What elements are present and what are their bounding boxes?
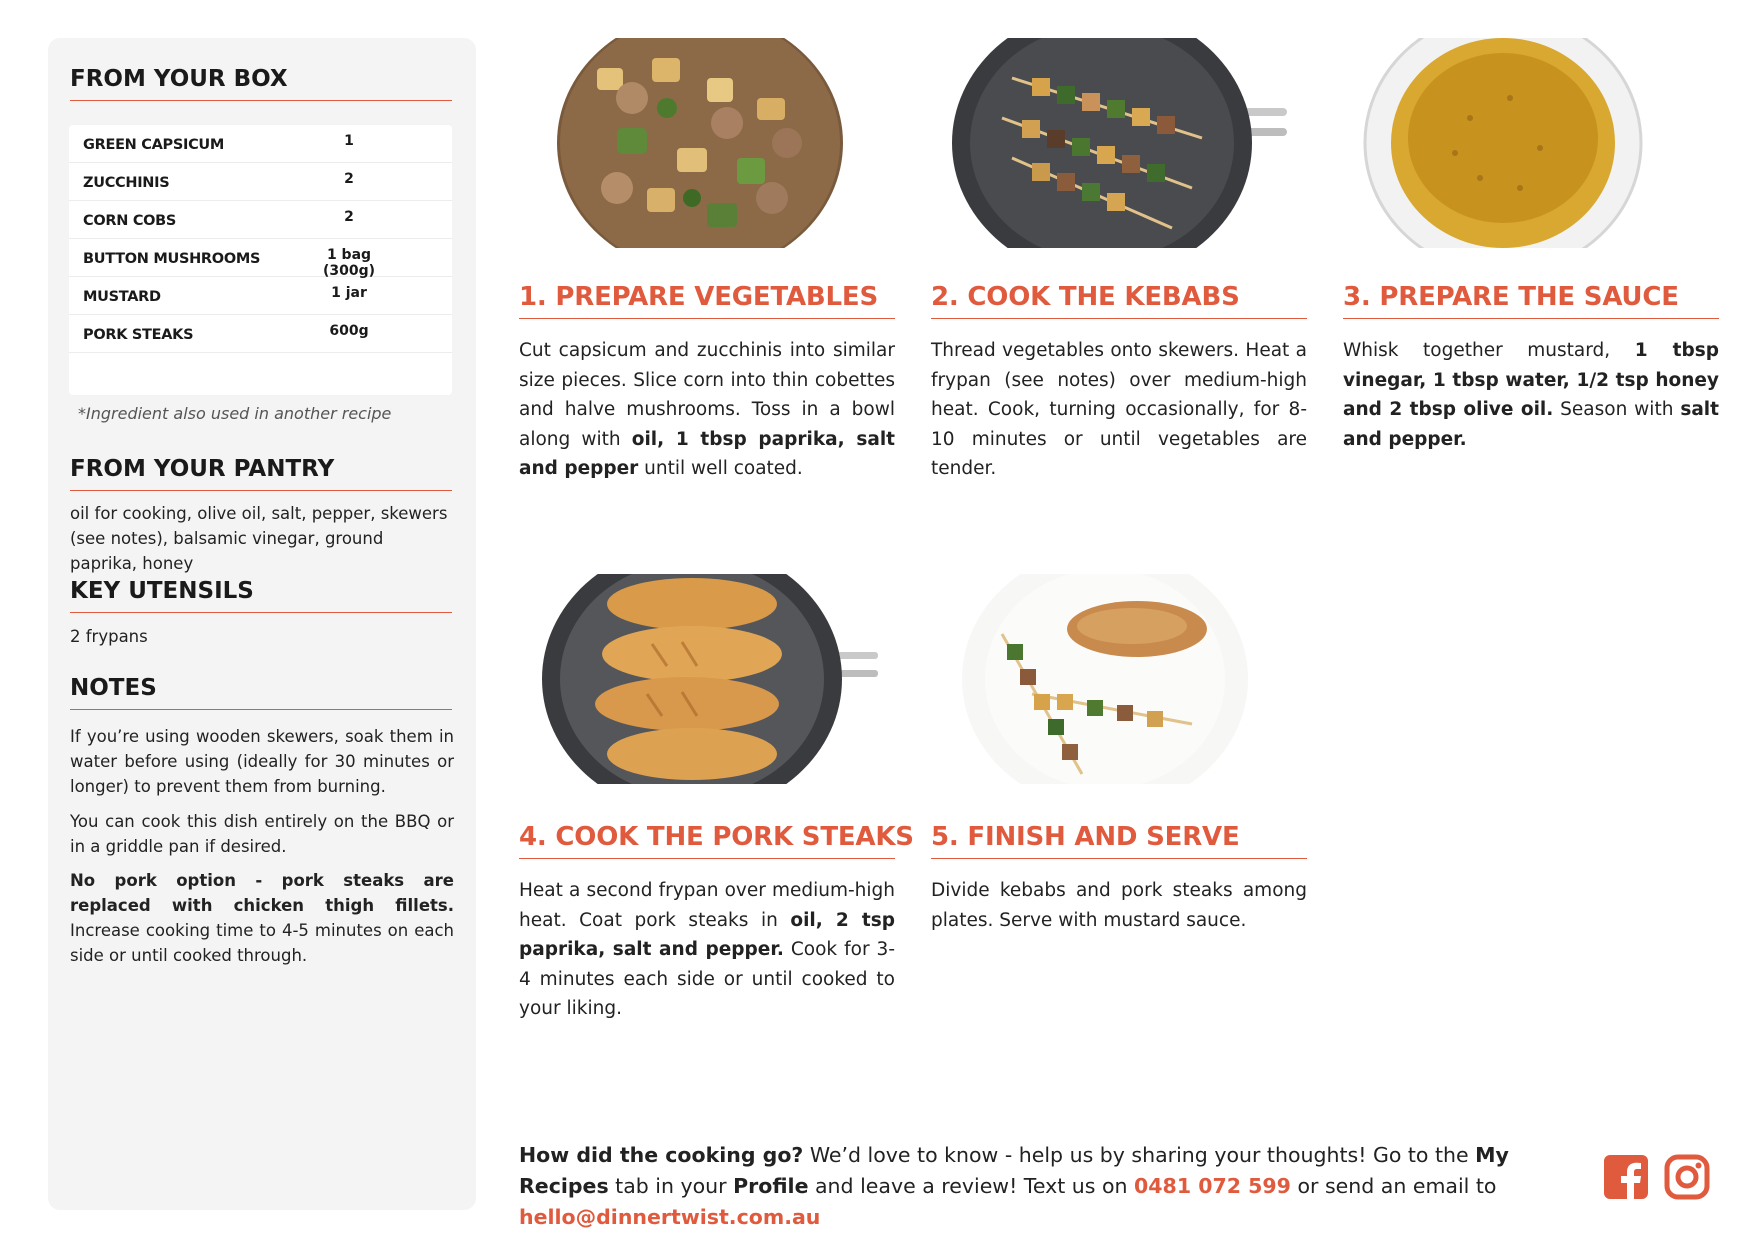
step-1-text-bold: oil, 1 tbsp paprika, salt and pepper xyxy=(519,428,896,479)
ingredient-qty: 600g xyxy=(329,323,369,339)
from-your-box-heading: FROM YOUR BOX xyxy=(70,66,452,101)
facebook-icon[interactable] xyxy=(1603,1154,1649,1200)
notes-heading: NOTES xyxy=(70,675,452,710)
ingredient-name: CORN COBS xyxy=(83,213,177,229)
ingredient-name: BUTTON MUSHROOMS xyxy=(83,251,261,267)
pantry-text: oil for cooking, olive oil, salt, pepper, skewers (see notes), balsamic vinegar, ground paprika, honey xyxy=(70,504,448,573)
note-2: You can cook this dish entirely on the BBQ or in a griddle pan if desired. xyxy=(70,812,454,856)
step-3-text-bold: 1 tbsp vinegar, 1 tbsp water, 1/2 tsp honey and 2 tbsp olive oil. xyxy=(1343,340,1720,420)
step-4-text-b: Cook for 3-4 minutes each side or until cooked to your liking. xyxy=(519,939,895,1019)
ingredient-qty: 1 jar xyxy=(331,285,367,301)
ingredients-panel xyxy=(48,38,476,1210)
step-3-text-b: Season with xyxy=(1553,399,1681,420)
step-5-image xyxy=(962,574,1248,784)
note-3-bold: No pork option - pork steaks are replaced with chicken thigh fillets. xyxy=(70,871,454,915)
step-5-text: Divide kebabs and pork steaks among plates. Serve with mustard sauce. xyxy=(931,880,1307,931)
step-5-title: 5. FINISH AND SERVE xyxy=(931,822,1307,859)
table-row xyxy=(69,163,452,201)
my-recipes-link[interactable]: My Recipes xyxy=(519,1143,1509,1198)
step-4-image xyxy=(542,574,878,784)
ingredients-table xyxy=(69,125,452,395)
phone-link[interactable]: 0481 072 599 xyxy=(1134,1174,1291,1198)
step-2-image xyxy=(952,38,1288,248)
utensils-text: 2 frypans xyxy=(70,627,148,646)
step-3-image xyxy=(1360,38,1646,248)
step-3-text xyxy=(1343,336,1719,454)
ingredient-name: MUSTARD xyxy=(83,289,161,305)
instagram-icon[interactable] xyxy=(1664,1154,1710,1200)
from-your-pantry-heading: FROM YOUR PANTRY xyxy=(70,456,452,491)
note-3 xyxy=(70,868,454,968)
review-prompt xyxy=(519,1140,1579,1233)
step-4-text xyxy=(519,876,895,1024)
step-3-text-a: Whisk together mustard, xyxy=(1343,340,1635,361)
key-utensils-heading: KEY UTENSILS xyxy=(70,578,452,613)
step-2-title: 2. COOK THE KEBABS xyxy=(931,282,1307,319)
ingredient-name: ZUCCHINIS xyxy=(83,175,170,191)
email-link[interactable]: hello@dinnertwist.com.au xyxy=(519,1205,821,1229)
step-3-text-bold-2: salt and pepper. xyxy=(1343,399,1719,450)
review-text-1: We’d love to know - help us by sharing your thoughts! Go to the xyxy=(803,1143,1476,1167)
review-question: How did the cooking go? xyxy=(519,1143,804,1167)
table-row xyxy=(69,201,452,239)
ingredient-qty: 1 bag (300g) xyxy=(322,247,376,279)
ingredient-qty: 2 xyxy=(344,171,354,187)
ingredient-qty: 1 xyxy=(344,133,354,149)
note-1: If you’re using wooden skewers, soak them in water before using (ideally for 30 minutes or longer) to prevent them from burning. xyxy=(70,727,454,796)
step-4-text-bold: oil, 2 tsp paprika, salt and pepper. xyxy=(519,909,895,960)
table-row xyxy=(69,239,452,277)
profile-link[interactable]: Profile xyxy=(733,1174,809,1198)
step-1-text xyxy=(519,336,895,484)
note-3-rest: Increase cooking time to 4-5 minutes on each side or until cooked through. xyxy=(70,921,454,965)
table-row xyxy=(69,315,452,353)
ingredient-name: GREEN CAPSICUM xyxy=(83,137,225,153)
review-text-2: tab in your xyxy=(608,1174,734,1198)
table-row xyxy=(69,277,452,315)
ingredient-qty: 2 xyxy=(344,209,354,225)
footnote: *Ingredient also used in another recipe xyxy=(78,404,392,423)
step-4-text-a: Heat a second frypan over medium-high heat. Coat pork steaks in xyxy=(519,880,895,931)
review-text-4: or send an email to xyxy=(1290,1174,1497,1198)
step-1-image xyxy=(557,38,843,248)
review-text-3: and leave a review! Text us on xyxy=(808,1174,1135,1198)
table-row xyxy=(69,125,452,163)
step-1-text-a: Cut capsicum and zucchinis into similar size pieces. Slice corn into thin cobettes and halve mushrooms. Toss in a bowl along with xyxy=(519,340,895,450)
ingredient-name: PORK STEAKS xyxy=(83,327,194,343)
step-3-title: 3. PREPARE THE SAUCE xyxy=(1343,282,1719,319)
step-2-text: Thread vegetables onto skewers. Heat a frypan (see notes) over medium-high heat. Cook, turning occasionally, for 8-10 minutes or until vegetables are tender. xyxy=(931,340,1307,479)
step-1-text-b: until well coated. xyxy=(638,458,803,479)
step-1-title: 1. PREPARE VEGETABLES xyxy=(519,282,895,319)
step-4-title: 4. COOK THE PORK STEAKS xyxy=(519,822,895,859)
